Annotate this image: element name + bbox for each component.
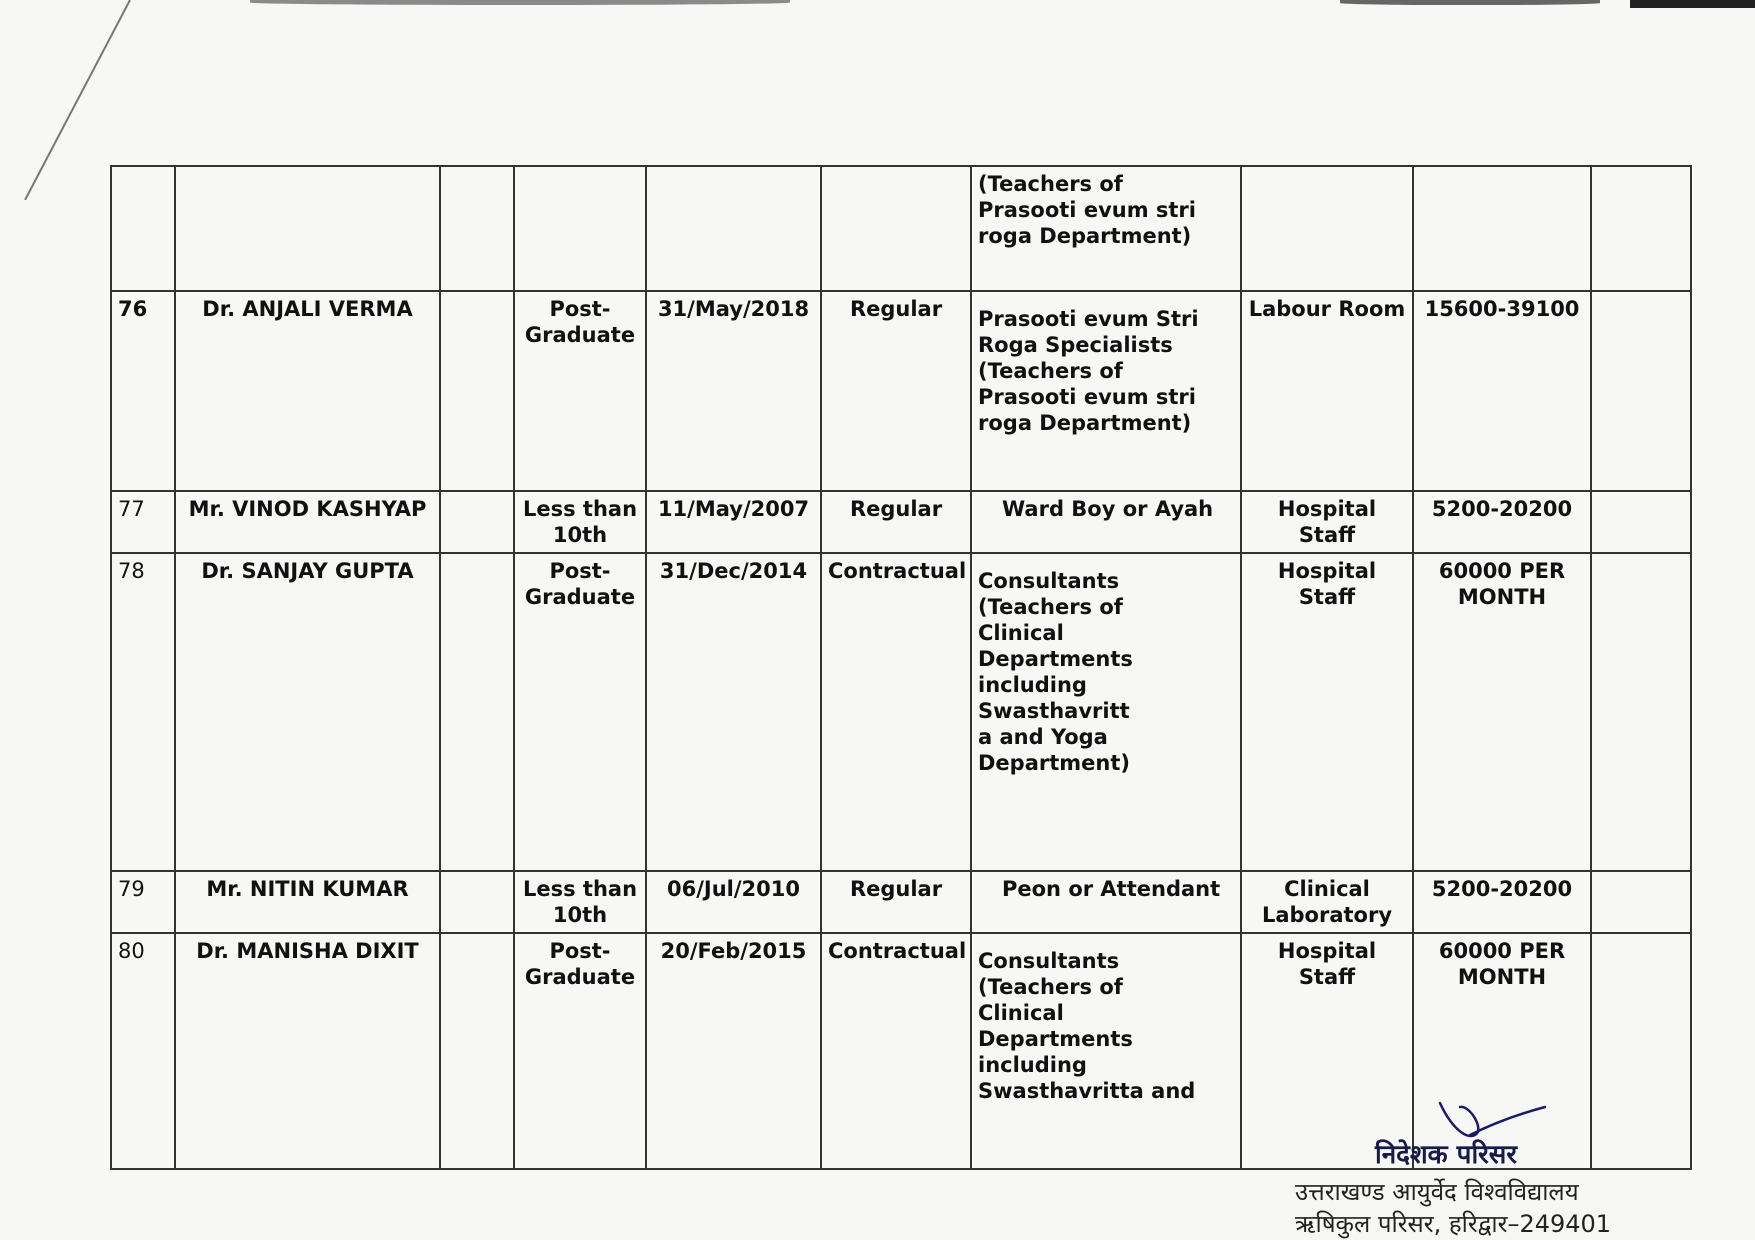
post-line: (Teachers of: [978, 359, 1123, 383]
table-row: [111, 491, 1691, 553]
employee-name-cell: Mr. NITIN KUMAR: [175, 871, 440, 933]
post-line: (Teachers of: [978, 975, 1123, 999]
employment-type-cell: [821, 166, 971, 291]
spacer: [978, 938, 1234, 948]
serial-number-cell: 78: [111, 553, 175, 871]
blank-cell: [1591, 871, 1691, 933]
qualification-cell: [514, 166, 646, 291]
post-line: Prasooti evum stri: [978, 198, 1196, 222]
serial-number-cell: [111, 166, 175, 291]
post-line: Swasthavritta and: [978, 1079, 1196, 1103]
pay-scale-cell: 60000 PER MONTH: [1413, 553, 1591, 871]
pay-scale-cell: 5200-20200: [1413, 871, 1591, 933]
post-line: Departments: [978, 647, 1133, 671]
post-line: Consultants: [978, 949, 1120, 973]
serial-number-cell: 80: [111, 933, 175, 1169]
post-line: including: [978, 673, 1087, 697]
department-cell: Hospital Staff: [1241, 491, 1413, 553]
post-line: Roga Specialists: [978, 333, 1173, 357]
department-cell: Clinical Laboratory: [1241, 871, 1413, 933]
pay-scale-cell: 60000 PER MONTH: [1413, 933, 1591, 1169]
employment-type-cell: Regular: [821, 491, 971, 553]
post-line: (Teachers of: [978, 172, 1123, 196]
post-line: roga Department): [978, 411, 1192, 435]
joining-date-cell: [646, 166, 821, 291]
blank-cell: [440, 553, 514, 871]
joining-date-cell: 11/May/2007: [646, 491, 821, 553]
post-line: Prasooti evum Stri: [978, 307, 1199, 331]
blank-cell: [1591, 553, 1691, 871]
post-line: Department): [978, 751, 1130, 775]
blank-cell: [1591, 166, 1691, 291]
post-cell: [971, 553, 1241, 871]
table-row: [111, 553, 1691, 871]
qualification-cell: Post- Graduate: [514, 291, 646, 491]
signature-block: [1295, 1095, 1715, 1238]
department-cell: Hospital Staff: [1241, 933, 1413, 1169]
serial-number-cell: 77: [111, 491, 175, 553]
employment-type-cell: Contractual: [821, 553, 971, 871]
pay-scale-cell: 5200-20200: [1413, 491, 1591, 553]
employee-name-cell: Dr. SANJAY GUPTA: [175, 553, 440, 871]
employment-type-cell: Regular: [821, 871, 971, 933]
post-line: a and Yoga: [978, 725, 1108, 749]
blank-cell: [440, 871, 514, 933]
spacer: [978, 558, 1234, 568]
qualification-cell: Less than 10th: [514, 871, 646, 933]
pay-scale-cell: 15600-39100: [1413, 291, 1591, 491]
post-line: Departments: [978, 1027, 1133, 1051]
post-line: Peon or Attendant: [1002, 877, 1221, 901]
qualification-cell: Post- Graduate: [514, 933, 646, 1169]
signatory-address: ऋषिकुल परिसर, हरिद्वार–249401: [1295, 1210, 1612, 1238]
page-corner-shadow: [1630, 0, 1755, 8]
serial-number-cell: 76: [111, 291, 175, 491]
post-cell: [971, 933, 1241, 1169]
post-line: Prasooti evum stri: [978, 385, 1196, 409]
post-line: Consultants: [978, 569, 1120, 593]
signatory-title: निदेशक परिसर: [1375, 1140, 1518, 1170]
post-line: Clinical: [978, 621, 1064, 645]
page-edge-shadow: [250, 0, 790, 5]
joining-date-cell: 31/Dec/2014: [646, 553, 821, 871]
post-cell: [971, 871, 1241, 933]
joining-date-cell: 31/May/2018: [646, 291, 821, 491]
department-cell: [1241, 166, 1413, 291]
qualification-cell: Less than 10th: [514, 491, 646, 553]
blank-cell: [1591, 491, 1691, 553]
employee-name-cell: Dr. MANISHA DIXIT: [175, 933, 440, 1169]
pay-scale-cell: [1413, 166, 1591, 291]
employment-type-cell: Contractual: [821, 933, 971, 1169]
page-edge-shadow: [1340, 0, 1600, 5]
post-cell: [971, 291, 1241, 491]
blank-cell: [440, 291, 514, 491]
post-cell: [971, 491, 1241, 553]
table-row: [111, 291, 1691, 491]
serial-number-cell: 79: [111, 871, 175, 933]
department-cell: Hospital Staff: [1241, 553, 1413, 871]
table-row: [111, 166, 1691, 291]
post-line: Clinical: [978, 1001, 1064, 1025]
signatory-organization: उत्तराखण्ड आयुर्वेद विश्वविद्यालय: [1295, 1178, 1579, 1206]
joining-date-cell: 06/Jul/2010: [646, 871, 821, 933]
employment-type-cell: Regular: [821, 291, 971, 491]
post-cell: [971, 166, 1241, 291]
blank-cell: [1591, 291, 1691, 491]
blank-cell: [440, 166, 514, 291]
blank-cell: [440, 933, 514, 1169]
post-line: roga Department): [978, 224, 1192, 248]
spacer: [978, 296, 1234, 306]
employee-name-cell: Mr. VINOD KASHYAP: [175, 491, 440, 553]
table-row: [111, 871, 1691, 933]
department-cell: Labour Room: [1241, 291, 1413, 491]
joining-date-cell: 20/Feb/2015: [646, 933, 821, 1169]
post-line: including: [978, 1053, 1087, 1077]
blank-cell: [440, 491, 514, 553]
post-line: Ward Boy or Ayah: [1002, 497, 1214, 521]
employee-name-cell: [175, 166, 440, 291]
post-line: (Teachers of: [978, 595, 1123, 619]
post-line: Swasthavritt: [978, 699, 1130, 723]
employee-name-cell: Dr. ANJALI VERMA: [175, 291, 440, 491]
qualification-cell: Post- Graduate: [514, 553, 646, 871]
staff-table: [110, 165, 1692, 1170]
